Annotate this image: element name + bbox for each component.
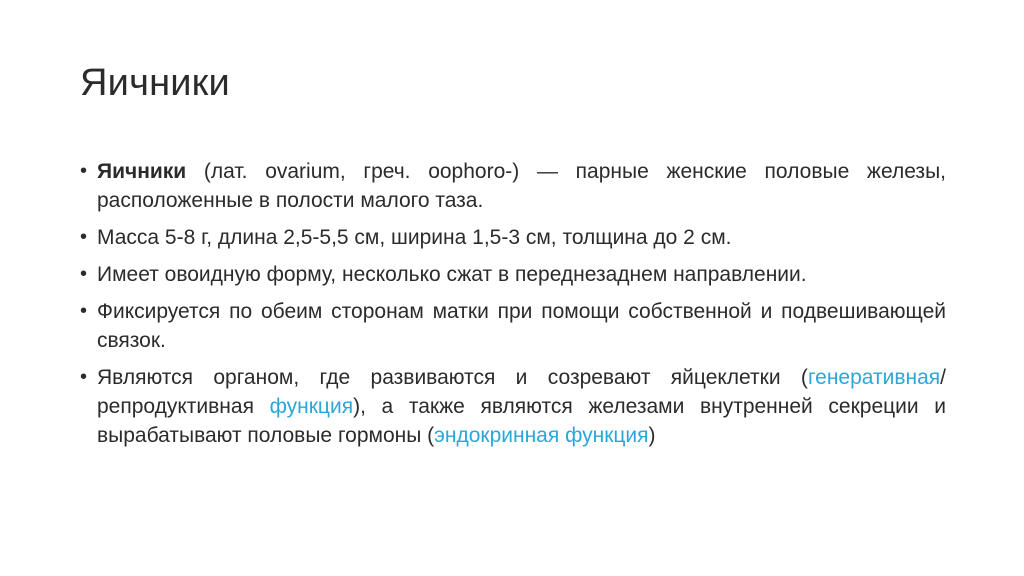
shape-text: Имеет овоидную форму, несколько сжат в переднезаднем направлении. — [97, 263, 807, 286]
slide-title: Яичники — [80, 62, 230, 104]
size-text: Масса 5-8 г, длина 2,5-5,5 см, ширина 1,5-3 см, толщина до 2 см. — [97, 226, 732, 249]
bullet-size — [80, 223, 946, 252]
bullet-functions — [80, 363, 946, 450]
fixation-text: Фиксируется по обеим сторонам матки при помощи собственной и подвешивающей связок. — [97, 300, 946, 352]
bullet-list — [80, 157, 946, 458]
functions-text-3: ), а также являются железами внутренней секреции и вырабатывают половые гормоны ( — [97, 395, 947, 447]
definition-text: (лат. ovarium, греч. oophoro-) — парные женские половые железы, расположенные в полости малого таза. — [97, 160, 946, 212]
functions-text-2: /репродуктивная — [97, 366, 946, 418]
bullet-shape — [80, 260, 946, 289]
link-function[interactable]: функция — [269, 395, 354, 418]
bullet-fixation — [80, 297, 946, 355]
functions-text-4: ) — [648, 424, 656, 447]
link-endocrine-function[interactable]: эндокринная функция — [434, 424, 649, 447]
bullet-ovaries-definition — [80, 157, 946, 215]
term-ovaries: Яичники — [97, 160, 187, 183]
link-generative[interactable]: генеративная — [807, 366, 941, 389]
functions-text-1: Являются органом, где развиваются и созревают яйцеклетки ( — [97, 366, 808, 389]
